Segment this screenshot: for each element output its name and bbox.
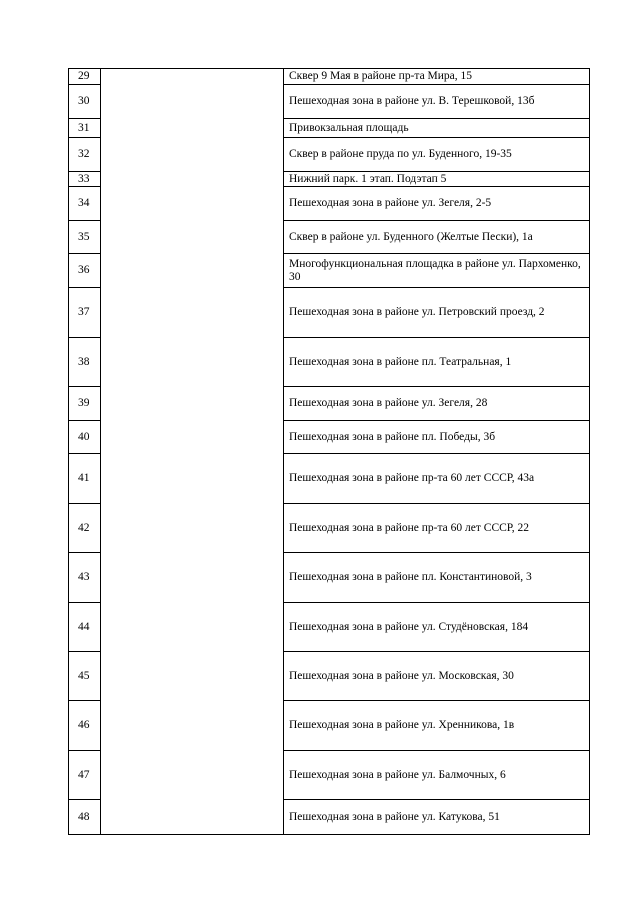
- row-number: 42: [69, 504, 101, 553]
- object-name: Привокзальная площадь: [284, 119, 590, 138]
- row-number: 32: [69, 138, 101, 172]
- row-number: 46: [69, 701, 101, 751]
- row-number: 48: [69, 800, 101, 835]
- row-number: 30: [69, 85, 101, 119]
- object-name: Пешеходная зона в районе ул. Балмочных, 6: [284, 751, 590, 800]
- object-name: Пешеходная зона в районе ул. Студёновская, 184: [284, 603, 590, 652]
- object-name: Пешеходная зона в районе пл. Победы, 3б: [284, 421, 590, 454]
- object-name: Пешеходная зона в районе пл. Театральная, 1: [284, 338, 590, 387]
- object-name: Пешеходная зона в районе пр-та 60 лет СССР, 22: [284, 504, 590, 553]
- merged-empty-cell: [101, 69, 284, 835]
- row-number: 29: [69, 69, 101, 85]
- row-number: 33: [69, 172, 101, 187]
- object-name: Сквер в районе пруда по ул. Буденного, 19-35: [284, 138, 590, 172]
- row-number: 36: [69, 254, 101, 288]
- row-number: 37: [69, 288, 101, 338]
- object-name: Нижний парк. 1 этап. Подэтап 5: [284, 172, 590, 187]
- table-row: [69, 69, 590, 85]
- object-name: Пешеходная зона в районе пл. Константиновой, 3: [284, 553, 590, 603]
- row-number: 44: [69, 603, 101, 652]
- object-name: Сквер в районе ул. Буденного (Желтые Пески), 1а: [284, 221, 590, 254]
- object-name: Пешеходная зона в районе ул. В. Терешковой, 13б: [284, 85, 590, 119]
- row-number: 40: [69, 421, 101, 454]
- row-number: 43: [69, 553, 101, 603]
- object-name: Многофункциональная площадка в районе ул. Пархоменко, 30: [284, 254, 590, 288]
- row-number: 45: [69, 652, 101, 701]
- object-name: Пешеходная зона в районе ул. Зегеля, 28: [284, 387, 590, 421]
- territory-table: [68, 68, 590, 835]
- row-number: 39: [69, 387, 101, 421]
- row-number: 31: [69, 119, 101, 138]
- object-name: Пешеходная зона в районе ул. Московская, 30: [284, 652, 590, 701]
- object-name: Пешеходная зона в районе ул. Петровский проезд, 2: [284, 288, 590, 338]
- object-name: Пешеходная зона в районе ул. Хренникова, 1в: [284, 701, 590, 751]
- object-name: Пешеходная зона в районе ул. Зегеля, 2-5: [284, 187, 590, 221]
- row-number: 35: [69, 221, 101, 254]
- object-name: Сквер 9 Мая в районе пр-та Мира, 15: [284, 69, 590, 85]
- row-number: 34: [69, 187, 101, 221]
- row-number: 41: [69, 454, 101, 504]
- row-number: 38: [69, 338, 101, 387]
- object-name: Пешеходная зона в районе пр-та 60 лет СССР, 43а: [284, 454, 590, 504]
- object-name: Пешеходная зона в районе ул. Катукова, 51: [284, 800, 590, 835]
- row-number: 47: [69, 751, 101, 800]
